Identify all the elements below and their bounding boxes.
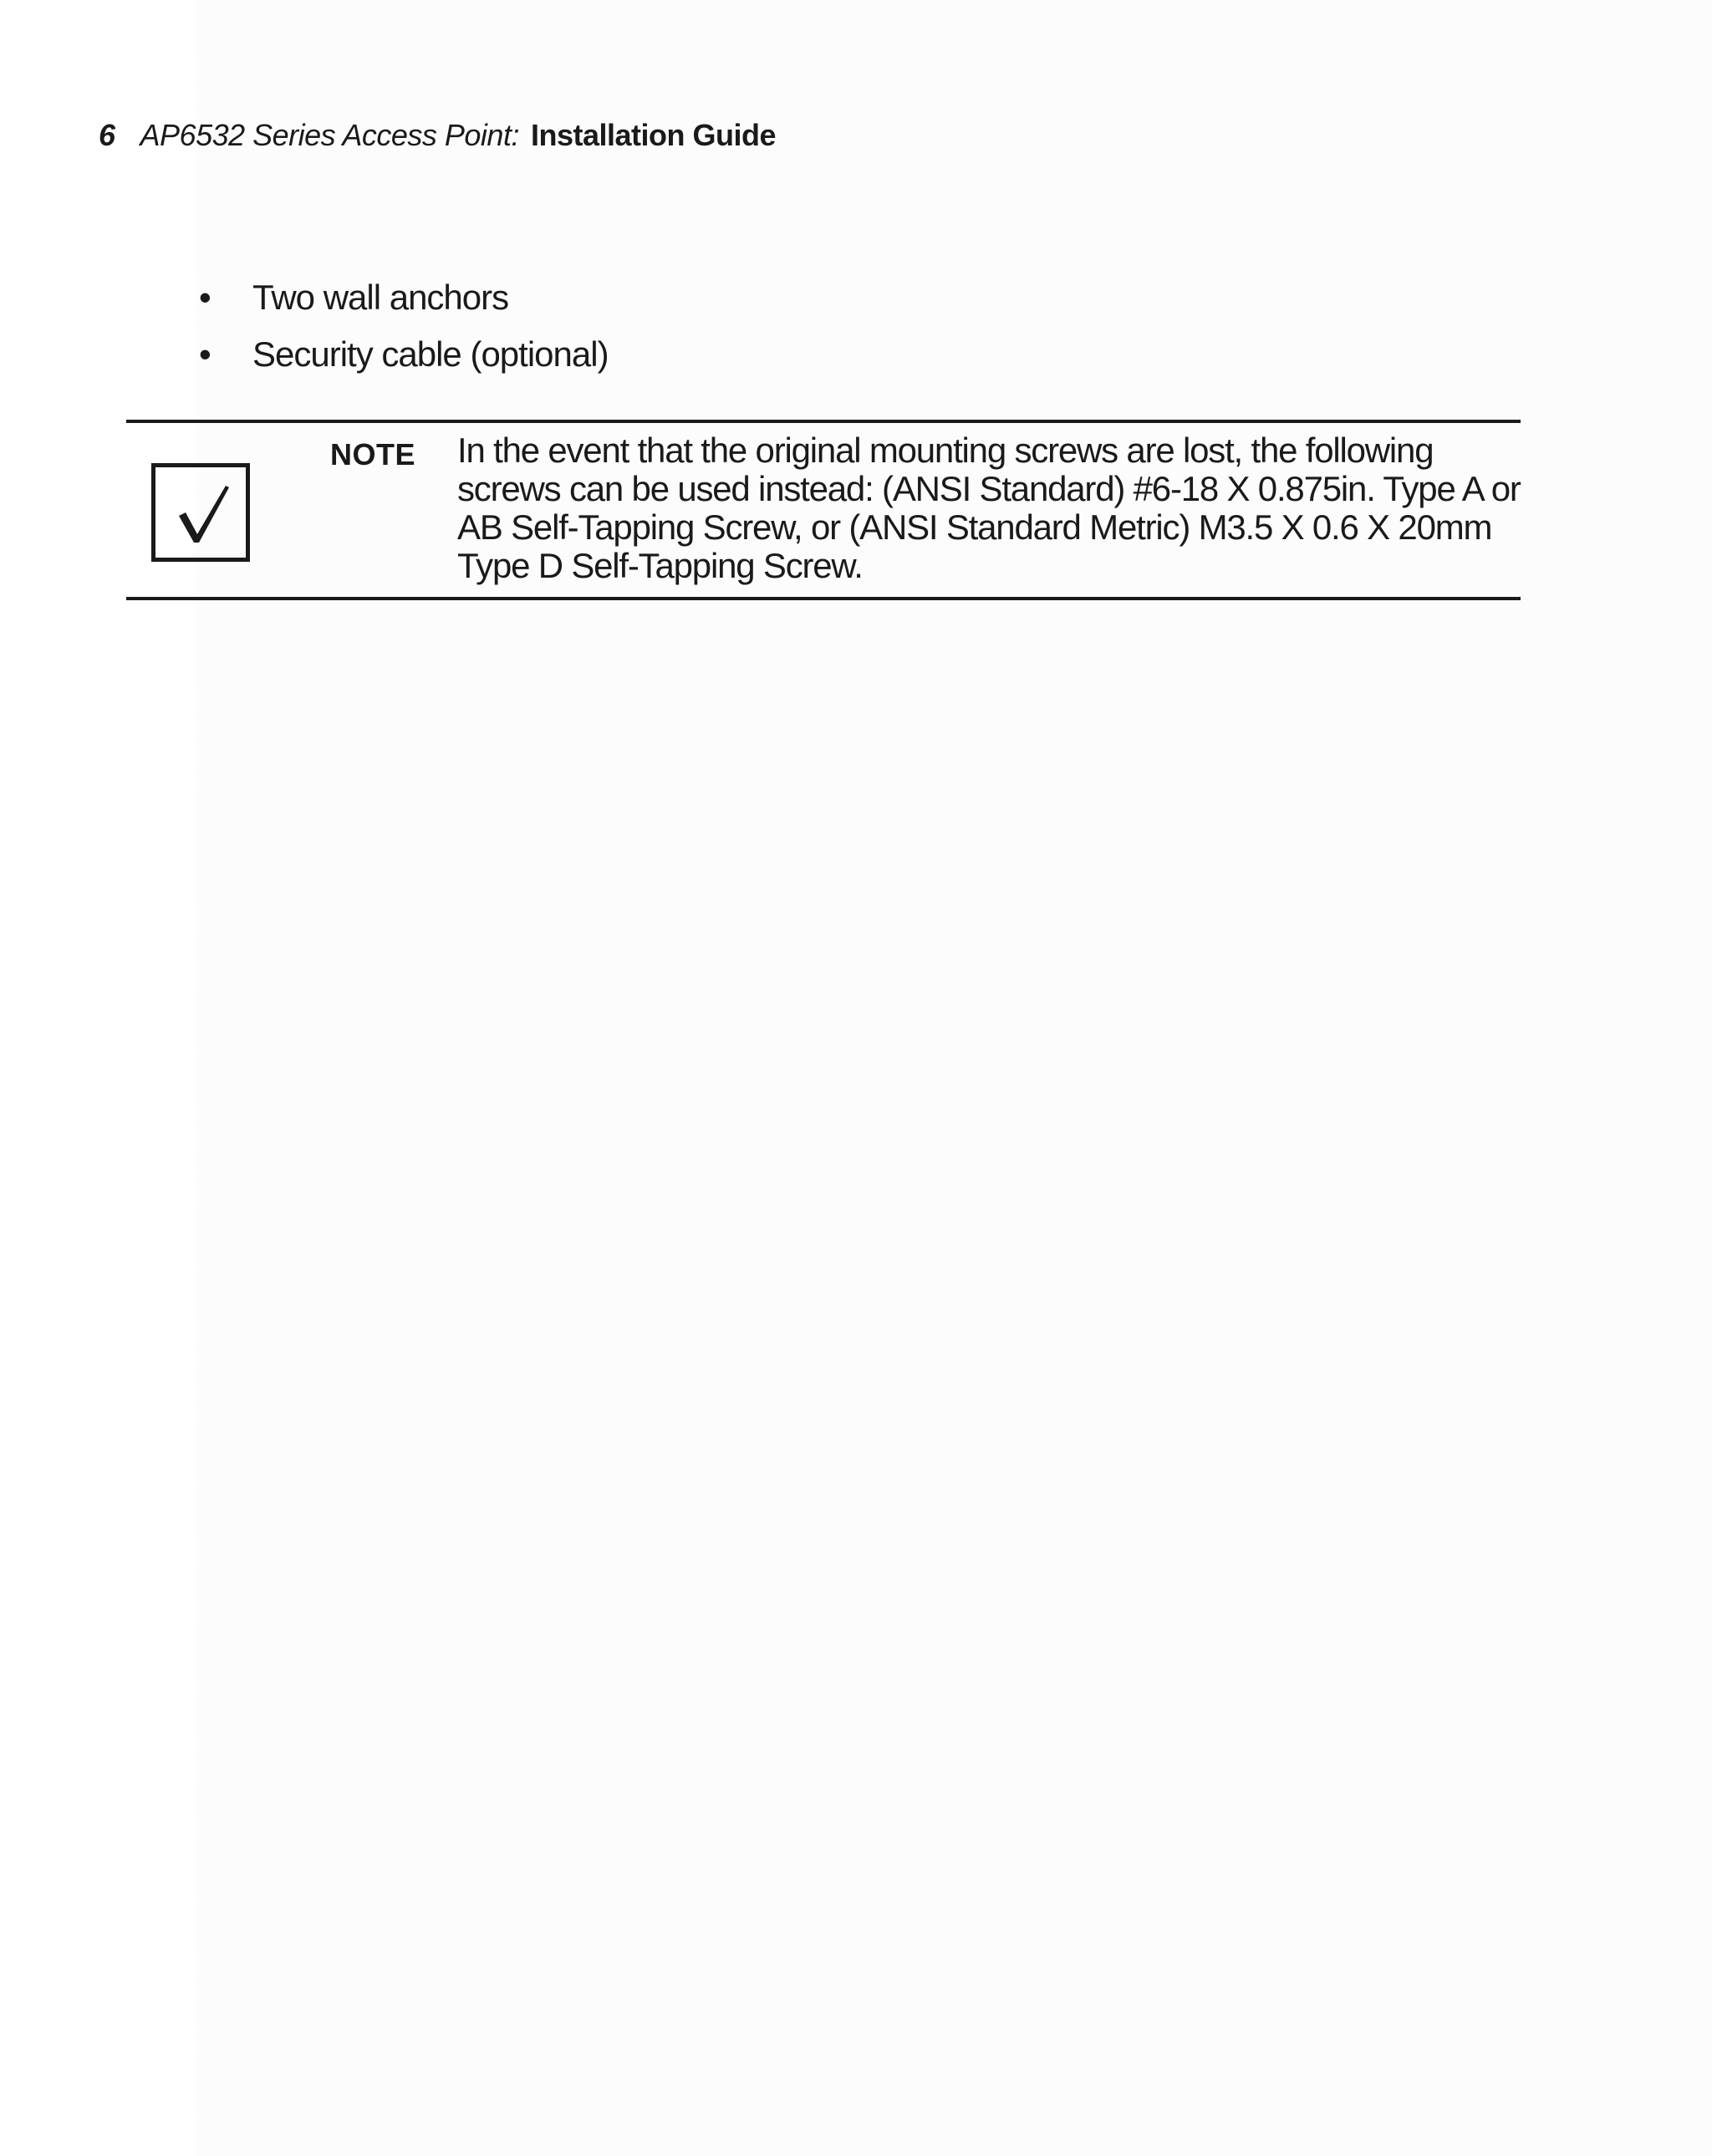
note-text-line: screws can be used instead: (ANSI Standard) #6-18 X 0.875in. Type A or — [457, 469, 1521, 508]
checkbox-check-icon — [151, 463, 250, 562]
list-item — [192, 331, 609, 388]
note-text-line: AB Self-Tapping Screw, or (ANSI Standard Metric) M3.5 X 0.6 X 20mm — [457, 507, 1492, 547]
document-title: AP6532 Series Access Point: — [140, 118, 519, 152]
note-callout — [126, 420, 1521, 600]
note-text — [457, 431, 1521, 585]
checkmark-glyph — [155, 467, 246, 558]
page-number: 6 — [99, 118, 115, 152]
note-label: NOTE — [330, 437, 416, 471]
list-item-text: Two wall anchors — [252, 278, 509, 317]
running-header — [99, 117, 776, 154]
list-item-text: Security cable (optional) — [252, 334, 609, 374]
note-text-line: In the event that the original mounting screws are lost, the following — [457, 431, 1434, 470]
document-subtitle: Installation Guide — [530, 118, 776, 152]
note-text-line: Type D Self-Tapping Screw. — [457, 546, 863, 585]
bullet-marker: • — [199, 278, 211, 317]
bullet-marker: • — [199, 334, 211, 374]
bullet-list — [192, 274, 609, 388]
list-item — [192, 274, 609, 331]
